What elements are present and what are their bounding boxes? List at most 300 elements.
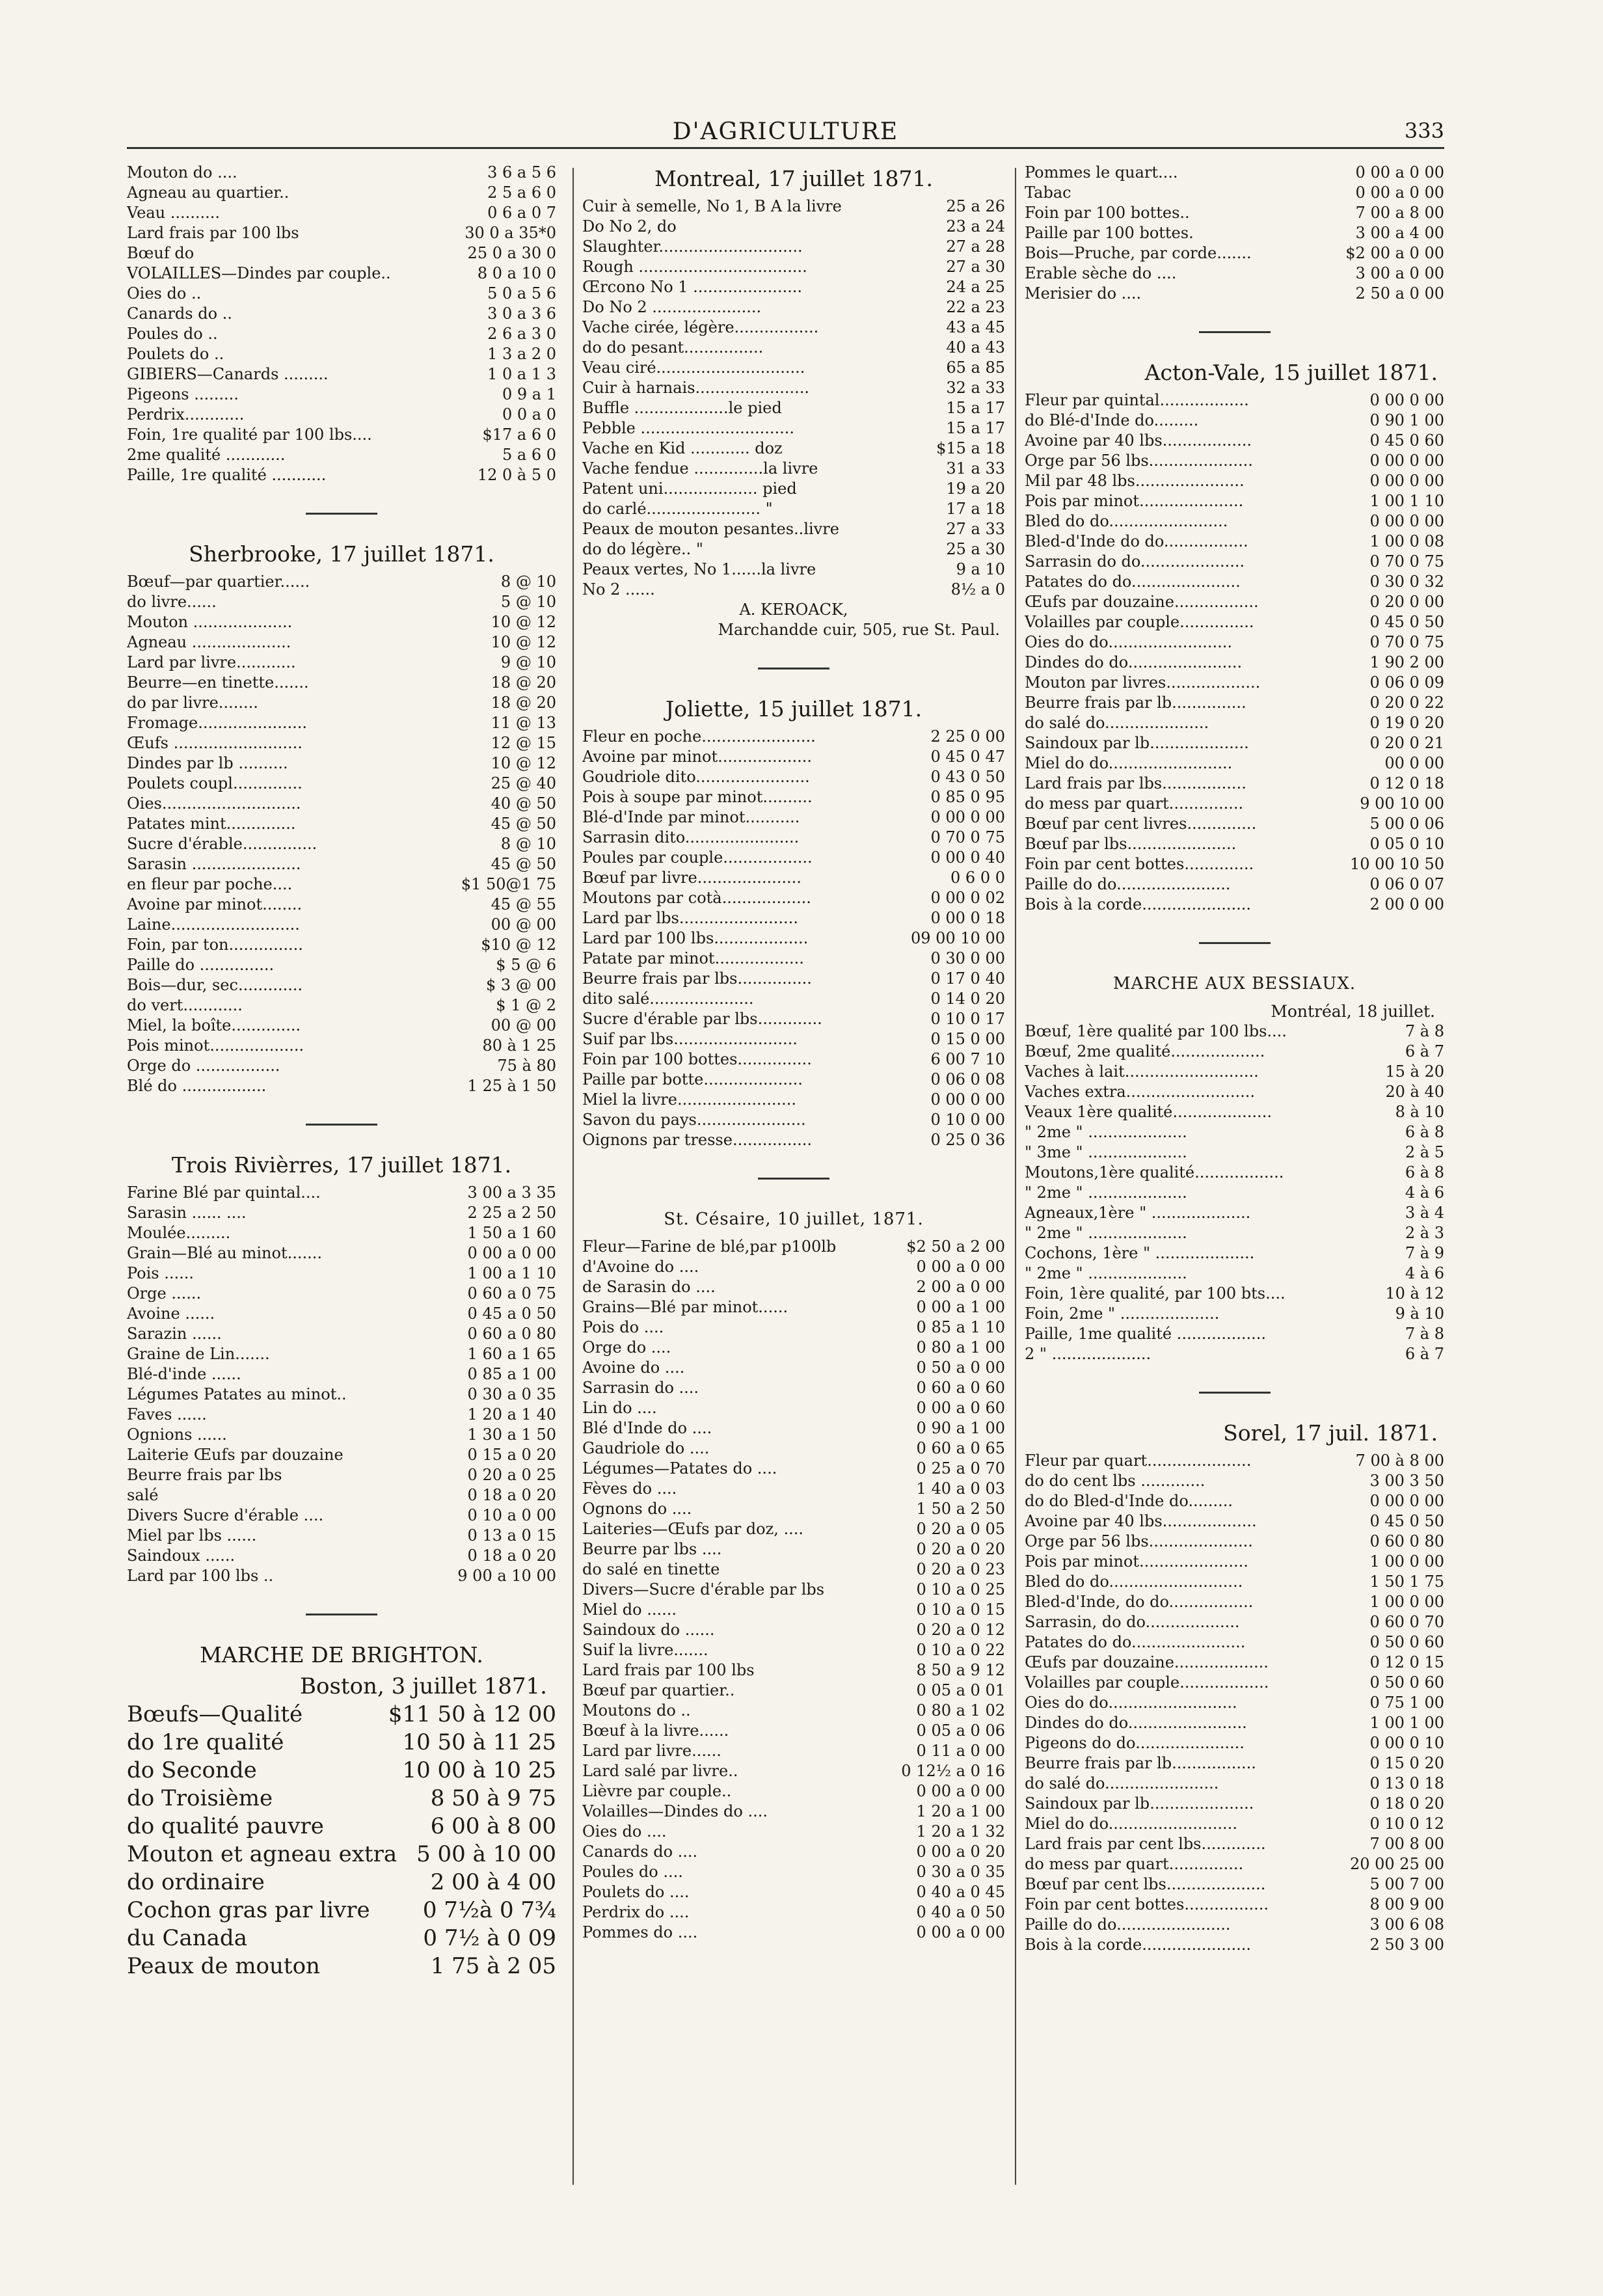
item-price: 1 40 a 0 03 [916, 1479, 1005, 1498]
item-price: 0 10 a 0 15 [916, 1600, 1005, 1619]
item-label: Bœuf do [127, 244, 195, 262]
item-price: 3 à 4 [1405, 1204, 1444, 1222]
section-title-trois-rivieres: Trois Rivièrres, 17 juillet 1871. [171, 1152, 512, 1178]
item-label: Bœuf par cent livres.............. [1025, 815, 1257, 833]
item-price: 2 5 a 6 0 [487, 183, 556, 202]
item-price: 00 0 00 [1384, 754, 1444, 772]
item-price: 0 50 0 60 [1369, 1633, 1444, 1651]
price-row [127, 895, 556, 915]
item-price: 75 à 80 [497, 1057, 556, 1075]
price-row [127, 1223, 556, 1243]
price-row [582, 1560, 1005, 1580]
item-label: do do légère.. " [582, 540, 703, 558]
price-row [1025, 1733, 1444, 1753]
item-price: 0 60 0 80 [1369, 1532, 1444, 1550]
price-row [127, 1897, 556, 1925]
item-label: Do No 2 ...................... [582, 298, 762, 316]
item-price: 2 à 3 [1405, 1224, 1444, 1242]
price-row [127, 183, 556, 203]
item-label: Bois à la corde...................... [1025, 895, 1252, 913]
item-label: Pois do .... [582, 1318, 664, 1336]
price-row [1025, 1122, 1444, 1142]
price-row [127, 673, 556, 693]
item-label: Perdrix............ [127, 405, 245, 424]
item-price: 0 20 a 0 23 [916, 1560, 1005, 1578]
item-label: do salé do....................... [1025, 1774, 1219, 1792]
item-label: Miel do do.......................... [1025, 1815, 1237, 1833]
item-label: Faves ...... [127, 1405, 207, 1424]
item-label: Oies do .. [127, 284, 202, 303]
item-price: 45 @ 50 [491, 855, 556, 873]
item-label: Foin, 1re qualité par 100 lbs.... [127, 425, 372, 444]
item-label: Lard par 100 lbs................... [582, 929, 809, 947]
item-label: Ognons do .... [582, 1500, 692, 1518]
item-label: Moutons,1ère qualité.................. [1025, 1163, 1284, 1182]
price-row [127, 1263, 556, 1284]
item-label: do do pesant................ [582, 338, 764, 357]
price-row [582, 1701, 1005, 1721]
item-price: 0 43 0 50 [930, 768, 1005, 786]
item-price: 7 à 8 [1405, 1325, 1444, 1343]
price-row [582, 378, 1005, 398]
item-price: $ 1 @ 2 [496, 996, 556, 1014]
item-label: Orge par 56 lbs..................... [1025, 1532, 1253, 1550]
item-label: Foin par cent bottes.............. [1025, 855, 1254, 873]
item-label: do Troisième [127, 1785, 273, 1811]
item-label: Légumes Patates au minot.. [127, 1385, 347, 1403]
item-price: 0 20 a 0 12 [916, 1621, 1005, 1639]
item-label: Orge par 56 lbs..................... [1025, 452, 1253, 470]
item-price: 0 00 0 00 [1369, 512, 1444, 530]
price-row [127, 572, 556, 592]
price-row [1025, 874, 1444, 895]
price-row [1025, 1491, 1444, 1511]
item-price: 0 00 0 10 [1369, 1734, 1444, 1752]
item-price: 5 00 0 06 [1369, 815, 1444, 833]
item-label: Sarrasin dito....................... [582, 828, 800, 846]
price-row [582, 989, 1005, 1009]
item-price: 2 00 0 00 [1369, 895, 1444, 913]
price-row [127, 632, 556, 653]
item-label: Bœuf—par quartier...... [127, 573, 310, 591]
item-price: 5 a 6 0 [502, 446, 556, 464]
item-price: 1 30 a 1 50 [467, 1425, 556, 1444]
item-price: 0 20 0 00 [1369, 593, 1444, 611]
item-price: 0 10 0 00 [930, 1111, 1005, 1129]
item-price: 1 00 0 00 [1369, 1593, 1444, 1611]
item-label: Patates do do...................... [1025, 573, 1241, 591]
item-label: Avoine par 40 lbs.................. [1025, 431, 1252, 450]
price-row [127, 1016, 556, 1036]
item-price: 2 00 a 0 00 [916, 1278, 1005, 1296]
price-row [582, 560, 1005, 580]
column-rule-left [572, 168, 574, 2185]
item-price: 3 00 a 4 00 [1355, 224, 1444, 242]
item-label: Blé-d'inde ...... [127, 1365, 241, 1383]
price-row [582, 418, 1005, 439]
item-price: 0 80 a 1 00 [916, 1338, 1005, 1357]
section-divider [1199, 1392, 1271, 1394]
item-price: 6 à 7 [1405, 1345, 1444, 1363]
item-label: Bled do do........................... [1025, 1573, 1243, 1591]
item-price: 12 @ 15 [491, 734, 556, 752]
price-row [127, 612, 556, 632]
price-row [582, 1049, 1005, 1070]
item-price: 7 à 9 [1405, 1244, 1444, 1262]
price-row [127, 733, 556, 753]
item-price: 5 @ 10 [500, 593, 556, 611]
item-price: 2 25 0 00 [930, 727, 1005, 746]
item-label: Fleur par quintal.................. [1025, 391, 1249, 409]
item-price: 0 00 0 00 [1369, 452, 1444, 470]
price-list [582, 196, 1005, 600]
item-price: 1 00 1 10 [1369, 492, 1444, 510]
price-row [127, 1925, 556, 1952]
item-price: 0 60 0 70 [1369, 1613, 1444, 1631]
price-list [1025, 1021, 1444, 1364]
item-price: 1 20 a 1 40 [467, 1405, 556, 1424]
price-row [582, 1842, 1005, 1862]
price-list [582, 1237, 1005, 1943]
item-price: 0 15 0 00 [930, 1030, 1005, 1048]
item-price: 0 60 a 0 65 [916, 1439, 1005, 1457]
item-price: 0 40 a 0 50 [916, 1903, 1005, 1921]
item-price: 0 45 0 60 [1369, 431, 1444, 450]
section-title-sherbrooke: Sherbrooke, 17 juillet 1871. [189, 541, 494, 567]
item-price: 0 85 a 1 10 [916, 1318, 1005, 1336]
price-row [1025, 263, 1444, 284]
item-price: 18 @ 20 [491, 673, 556, 692]
item-price: 1 20 a 1 32 [916, 1822, 1005, 1841]
price-row [1025, 1471, 1444, 1491]
item-price: $15 a 18 [936, 439, 1005, 457]
item-label: Pois ...... [127, 1264, 195, 1282]
price-row [1025, 632, 1444, 653]
item-price: 8 à 10 [1395, 1103, 1444, 1121]
item-label: Lièvre par couple.. [582, 1782, 732, 1800]
price-row [127, 975, 556, 995]
price-row [582, 1438, 1005, 1459]
item-price: 0 0 a 0 [502, 405, 556, 424]
item-price: 0 06 0 08 [930, 1070, 1005, 1088]
item-label: Divers—Sucre d'érable par lbs [582, 1580, 825, 1599]
item-price: 7 00 à 8 00 [1355, 1452, 1444, 1470]
price-row [127, 1546, 556, 1566]
price-row [127, 1566, 556, 1586]
item-label: Moulée......... [127, 1224, 231, 1242]
price-row [127, 1869, 556, 1897]
item-label: Bois—Pruche, par corde....... [1025, 244, 1252, 262]
item-price: 0 60 a 0 80 [467, 1325, 556, 1343]
item-price: $ 3 @ 00 [486, 976, 556, 994]
price-row [1025, 1183, 1444, 1203]
item-label: Veau ciré.............................. [582, 358, 805, 377]
item-label: Poules do .... [582, 1863, 683, 1881]
price-row [582, 1338, 1005, 1358]
price-row [582, 1620, 1005, 1640]
item-label: Fèves do .... [582, 1479, 677, 1498]
item-label: Foin par 100 bottes.. [1025, 204, 1190, 222]
price-row [127, 1841, 556, 1869]
item-price: 0 20 a 0 20 [916, 1540, 1005, 1558]
item-label: Paille do do....................... [1025, 875, 1231, 893]
item-label: Lard par lbs........................ [582, 909, 798, 927]
item-price: 1 20 a 1 00 [916, 1802, 1005, 1820]
item-price: 2 6 a 3 0 [487, 325, 556, 343]
price-row [1025, 1532, 1444, 1552]
item-price: 09 00 10 00 [910, 929, 1005, 947]
price-row [127, 874, 556, 895]
item-price: 00 @ 00 [491, 1016, 556, 1034]
price-row [1025, 673, 1444, 693]
item-price: $11 50 à 12 00 [388, 1701, 556, 1727]
item-label: Divers Sucre d'érable .... [127, 1506, 324, 1524]
price-row [127, 834, 556, 854]
item-label: Agneaux,1ère " .................... [1025, 1204, 1251, 1222]
item-price: 15 a 17 [946, 419, 1005, 437]
item-label: do mess par quart............... [1025, 1855, 1244, 1873]
item-price: 0 70 0 75 [1369, 633, 1444, 651]
item-price: 5 00 à 10 00 [416, 1841, 556, 1867]
item-label: Suif par lbs......................... [582, 1030, 798, 1048]
price-row [582, 1600, 1005, 1620]
price-row [582, 217, 1005, 237]
item-label: Avoine par 40 lbs................... [1025, 1512, 1257, 1530]
item-label: do salé do..................... [1025, 714, 1209, 732]
price-row [1025, 1142, 1444, 1163]
item-label: Paille do do....................... [1025, 1915, 1231, 1934]
item-label: Lard salé par livre.. [582, 1762, 738, 1780]
price-row [127, 324, 556, 344]
item-label: Orge do ................. [127, 1057, 280, 1075]
price-row [127, 243, 556, 263]
price-row [127, 1952, 556, 1980]
price-row [1025, 511, 1444, 532]
price-row [582, 1902, 1005, 1923]
item-label: Peaux de mouton [127, 1953, 320, 1979]
item-label: Foin, 2me " .................... [1025, 1304, 1220, 1323]
price-row [582, 1681, 1005, 1701]
column-rule-right [1015, 168, 1016, 2185]
item-price: 0 13 0 18 [1369, 1774, 1444, 1792]
price-row [127, 693, 556, 713]
item-price: $17 a 6 0 [482, 425, 556, 444]
item-price: 0 12 0 15 [1369, 1653, 1444, 1671]
price-row [1025, 592, 1444, 612]
item-price: 0 9 a 1 [502, 385, 556, 403]
item-label: 2 " .................... [1025, 1345, 1152, 1363]
price-row [127, 203, 556, 223]
item-price: 0 70 0 75 [1369, 552, 1444, 571]
section-divider [306, 513, 377, 515]
item-label: Foin, par ton............... [127, 936, 303, 954]
item-label: Volailles—Dindes do .... [582, 1802, 768, 1820]
item-price: 0 13 a 0 15 [467, 1526, 556, 1545]
price-row [1025, 1814, 1444, 1834]
item-price: 1 25 à 1 50 [467, 1077, 556, 1095]
item-price: 10 @ 12 [491, 754, 556, 772]
price-row [1025, 713, 1444, 733]
item-label: Blé do ................. [127, 1077, 267, 1095]
price-row [127, 364, 556, 385]
price-row [127, 1526, 556, 1546]
item-price: 0 00 0 40 [930, 848, 1005, 867]
price-row [1025, 183, 1444, 203]
item-price: $1 50@1 75 [461, 875, 556, 893]
price-row [1025, 733, 1444, 753]
item-label: Blé d'Inde do .... [582, 1419, 712, 1437]
item-price: 10 @ 12 [491, 613, 556, 631]
price-row [582, 1721, 1005, 1741]
item-price: 0 00 0 02 [930, 889, 1005, 907]
item-label: Lard par 100 lbs .. [127, 1567, 274, 1585]
section-subtitle-boston: Boston, 3 juillet 1871. [300, 1673, 547, 1699]
item-label: Bois—dur, sec............. [127, 976, 303, 994]
item-label: Bled do do........................ [1025, 512, 1228, 530]
item-label: Beurre frais par lbs [127, 1466, 282, 1484]
item-price: 0 70 0 75 [930, 828, 1005, 846]
item-price: 0 20 0 22 [1369, 694, 1444, 712]
price-row [1025, 284, 1444, 304]
item-price: 1 0 a 1 3 [487, 365, 556, 383]
page-number: 333 [1404, 118, 1444, 143]
price-row [1025, 1163, 1444, 1183]
item-price: 0 30 0 32 [1369, 573, 1444, 591]
price-row [127, 1243, 556, 1263]
item-price: 0 00 0 18 [930, 909, 1005, 927]
price-row [1025, 794, 1444, 814]
price-row [127, 713, 556, 733]
item-price: 0 50 0 60 [1369, 1673, 1444, 1692]
price-row [1025, 411, 1444, 431]
item-label: Lard frais par cent lbs............. [1025, 1835, 1266, 1853]
item-price: 6 à 7 [1405, 1042, 1444, 1060]
item-price: 0 10 a 0 00 [467, 1506, 556, 1524]
item-label: dito salé..................... [582, 990, 754, 1008]
item-price: 10 à 12 [1385, 1284, 1444, 1303]
price-list [1025, 390, 1444, 915]
section-divider [1199, 942, 1271, 944]
price-row [127, 1445, 556, 1465]
price-row [1025, 1451, 1444, 1471]
item-price: 25 a 30 [946, 540, 1005, 558]
item-label: Perdrix do .... [582, 1903, 690, 1921]
price-row [1025, 1284, 1444, 1304]
price-row [582, 1398, 1005, 1418]
item-price: 1 50 a 2 50 [916, 1500, 1005, 1518]
item-price: 3 00 a 0 00 [1355, 264, 1444, 282]
item-label: Suif la livre....... [582, 1641, 708, 1659]
price-row [127, 1324, 556, 1344]
item-label: Œufs .......................... [127, 734, 303, 752]
price-row [1025, 693, 1444, 713]
item-label: Orge ...... [127, 1284, 202, 1303]
item-price: 9 @ 10 [500, 653, 556, 671]
item-label: Patent uni................... pied [582, 479, 797, 498]
item-label: Laiterie Œufs par douzaine [127, 1446, 344, 1464]
item-label: Bois à la corde...................... [1025, 1936, 1252, 1954]
price-row [127, 753, 556, 774]
item-label: Moutons par cotà.................. [582, 889, 811, 907]
item-label: Paille do ............... [127, 956, 275, 974]
item-label: Laiteries—Œufs par doz, .... [582, 1520, 804, 1538]
price-row [582, 1802, 1005, 1822]
price-row [582, 499, 1005, 519]
section-divider [758, 1178, 829, 1180]
price-row [1025, 1102, 1444, 1122]
price-row [127, 1183, 556, 1203]
price-row [582, 848, 1005, 868]
price-row [582, 1923, 1005, 1943]
price-row [1025, 451, 1444, 471]
item-price: 4 à 6 [1405, 1264, 1444, 1282]
item-label: Farine Blé par quintal.... [127, 1183, 321, 1202]
item-label: Poulets coupl.............. [127, 774, 303, 792]
item-label: du Canada [127, 1925, 247, 1951]
price-row [582, 1580, 1005, 1600]
item-label: Canards do .. [127, 304, 232, 323]
price-row [127, 1729, 556, 1757]
item-price: 0 7½ à 0 09 [423, 1925, 556, 1951]
price-row [127, 405, 556, 425]
item-price: 8 50 à 9 75 [430, 1785, 556, 1811]
item-label: Vaches extra.......................... [1025, 1083, 1255, 1101]
price-row [1025, 1021, 1444, 1042]
price-row [127, 1056, 556, 1076]
price-row [582, 868, 1005, 888]
price-row [582, 1539, 1005, 1560]
item-price: 80 à 1 25 [482, 1036, 556, 1055]
item-price: $2 00 a 0 00 [1345, 244, 1444, 262]
item-price: 0 45 0 50 [1369, 1512, 1444, 1530]
price-row [582, 1822, 1005, 1842]
item-price: 1 50 a 1 60 [467, 1224, 556, 1242]
item-label: do Blé-d'Inde do......... [1025, 411, 1199, 429]
item-label: Peaux vertes, No 1......la livre [582, 560, 816, 578]
price-row [582, 1660, 1005, 1681]
item-label: Merisier do .... [1025, 284, 1142, 303]
price-row [127, 814, 556, 834]
item-price: $ 5 @ 6 [496, 956, 556, 974]
item-label: Agneau au quartier.. [127, 183, 290, 202]
item-label: Bœuf par lbs...................... [1025, 835, 1237, 853]
price-row [127, 592, 556, 612]
item-price: 3 00 6 08 [1369, 1915, 1444, 1934]
item-label: Œrcono No 1 ...................... [582, 278, 803, 296]
item-price: 22 a 23 [946, 298, 1005, 316]
item-price: 25 a 26 [946, 197, 1005, 215]
price-row [582, 1029, 1005, 1049]
item-price: 1 90 2 00 [1369, 653, 1444, 671]
item-label: Beurre frais par lb............... [1025, 694, 1246, 712]
item-label: de Sarasin do .... [582, 1278, 716, 1296]
item-label: Goudriole dito....................... [582, 768, 810, 786]
price-row [1025, 223, 1444, 243]
item-label: No 2 ...... [582, 580, 655, 599]
item-label: Sarrasin do do..................... [1025, 552, 1245, 571]
item-price: 0 00 a 0 00 [467, 1244, 556, 1262]
item-label: Oies............................ [127, 794, 301, 813]
item-label: Patates do do....................... [1025, 1633, 1246, 1651]
item-label: Vache fendue ..............la livre [582, 459, 818, 478]
item-label: do carlé....................... " [582, 500, 773, 518]
item-price: 0 10 0 17 [930, 1010, 1005, 1028]
price-row [1025, 1612, 1444, 1632]
item-label: Mil par 48 lbs...................... [1025, 472, 1245, 490]
item-price: 2 00 à 4 00 [430, 1869, 556, 1895]
item-price: 8 @ 10 [500, 573, 556, 591]
price-row [1025, 1552, 1444, 1572]
